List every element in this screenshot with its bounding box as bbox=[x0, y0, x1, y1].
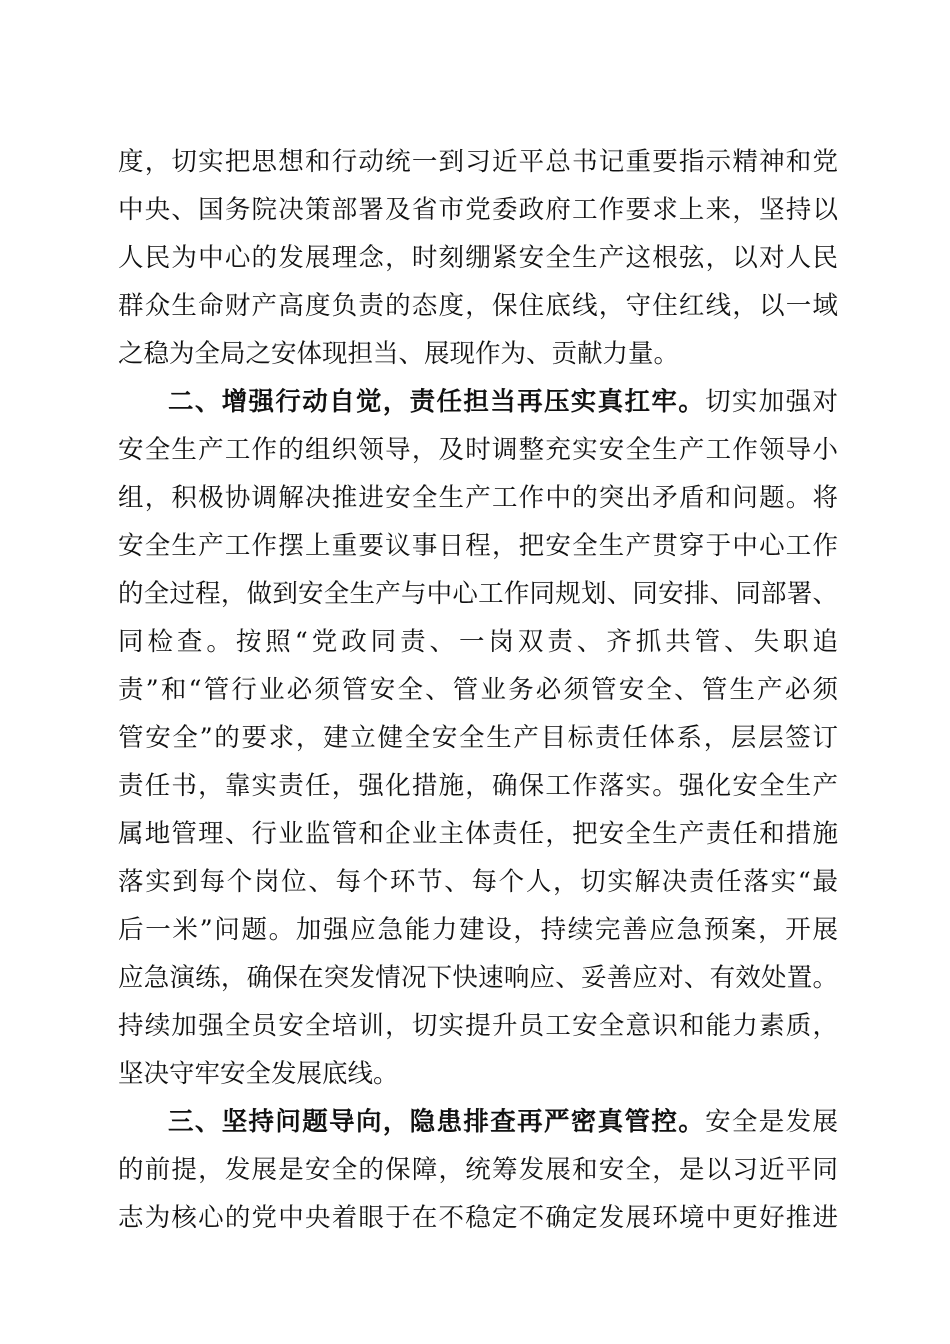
paragraph-2-line-1: 安全生产工作的组织领导，及时调整充实安全生产工作领导小 bbox=[118, 435, 838, 465]
paragraph-2-line-12: 应急演练，确保在突发情况下快速响应、妥善应对、有效处置。 bbox=[118, 963, 838, 993]
paragraph-2-line-10: 落实到每个岗位、每个环节、每个人，切实解决责任落实“最 bbox=[118, 867, 838, 897]
paragraph-2-line-13: 持续加强全员安全培训，切实提升员工安全意识和能力素质， bbox=[118, 1011, 838, 1041]
paragraph-2-line-14: 坚决守牢安全发展底线。 bbox=[118, 1059, 399, 1089]
paragraph-2-line-5: 同检查。按照“党政同责、一岗双责、齐抓共管、失职追 bbox=[118, 627, 838, 657]
paragraph-1-line-2: 中央、国务院决策部署及省市党委政府工作要求上来，坚持以 bbox=[118, 195, 838, 225]
paragraph-3-heading: 三、坚持问题导向，隐患排查再严密真管控。 bbox=[168, 1107, 706, 1137]
paragraph-3-line-1: 的前提，发展是安全的保障，统筹发展和安全，是以习近平同 bbox=[118, 1155, 838, 1185]
paragraph-2-line-3: 安全生产工作摆上重要议事日程，把安全生产贯穿于中心工作 bbox=[118, 531, 838, 561]
paragraph-2-first-line bbox=[168, 382, 838, 422]
paragraph-3-first-line bbox=[168, 1102, 838, 1142]
paragraph-2-line-4: 的全过程，做到安全生产与中心工作同规划、同安排、同部署、 bbox=[118, 579, 838, 609]
paragraph-1-line-1: 度，切实把思想和行动统一到习近平总书记重要指示精神和党 bbox=[118, 147, 838, 177]
paragraph-1-line-4: 群众生命财产高度负责的态度，保住底线，守住红线，以一域 bbox=[118, 291, 838, 321]
paragraph-2-line-9: 属地管理、行业监管和企业主体责任，把安全生产责任和措施 bbox=[118, 819, 838, 849]
paragraph-2-line-7: 管安全”的要求，建立健全安全生产目标责任体系，层层签订 bbox=[118, 723, 838, 753]
paragraph-1-line-3: 人民为中心的发展理念，时刻绷紧安全生产这根弦，以对人民 bbox=[118, 243, 838, 273]
paragraph-3-first-line-text: 安全是发展 bbox=[705, 1107, 838, 1137]
paragraph-2-first-line-text: 切实加强对 bbox=[705, 387, 838, 417]
paragraph-1-line-5: 之稳为全局之安体现担当、展现作为、贡献力量。 bbox=[118, 339, 680, 369]
paragraph-2-line-2: 组，积极协调解决推进安全生产工作中的突出矛盾和问题。将 bbox=[118, 483, 838, 513]
paragraph-2-line-6: 责”和“管行业必须管安全、管业务必须管安全、管生产必须 bbox=[118, 675, 838, 705]
paragraph-2-heading: 二、增强行动自觉，责任担当再压实真扛牢。 bbox=[168, 387, 706, 417]
paragraph-2-line-8: 责任书，靠实责任，强化措施，确保工作落实。强化安全生产 bbox=[118, 771, 838, 801]
paragraph-3-line-2: 志为核心的党中央着眼于在不稳定不确定发展环境中更好推进 bbox=[118, 1203, 838, 1233]
paragraph-2-line-11: 后一米”问题。加强应急能力建设，持续完善应急预案，开展 bbox=[118, 915, 838, 945]
